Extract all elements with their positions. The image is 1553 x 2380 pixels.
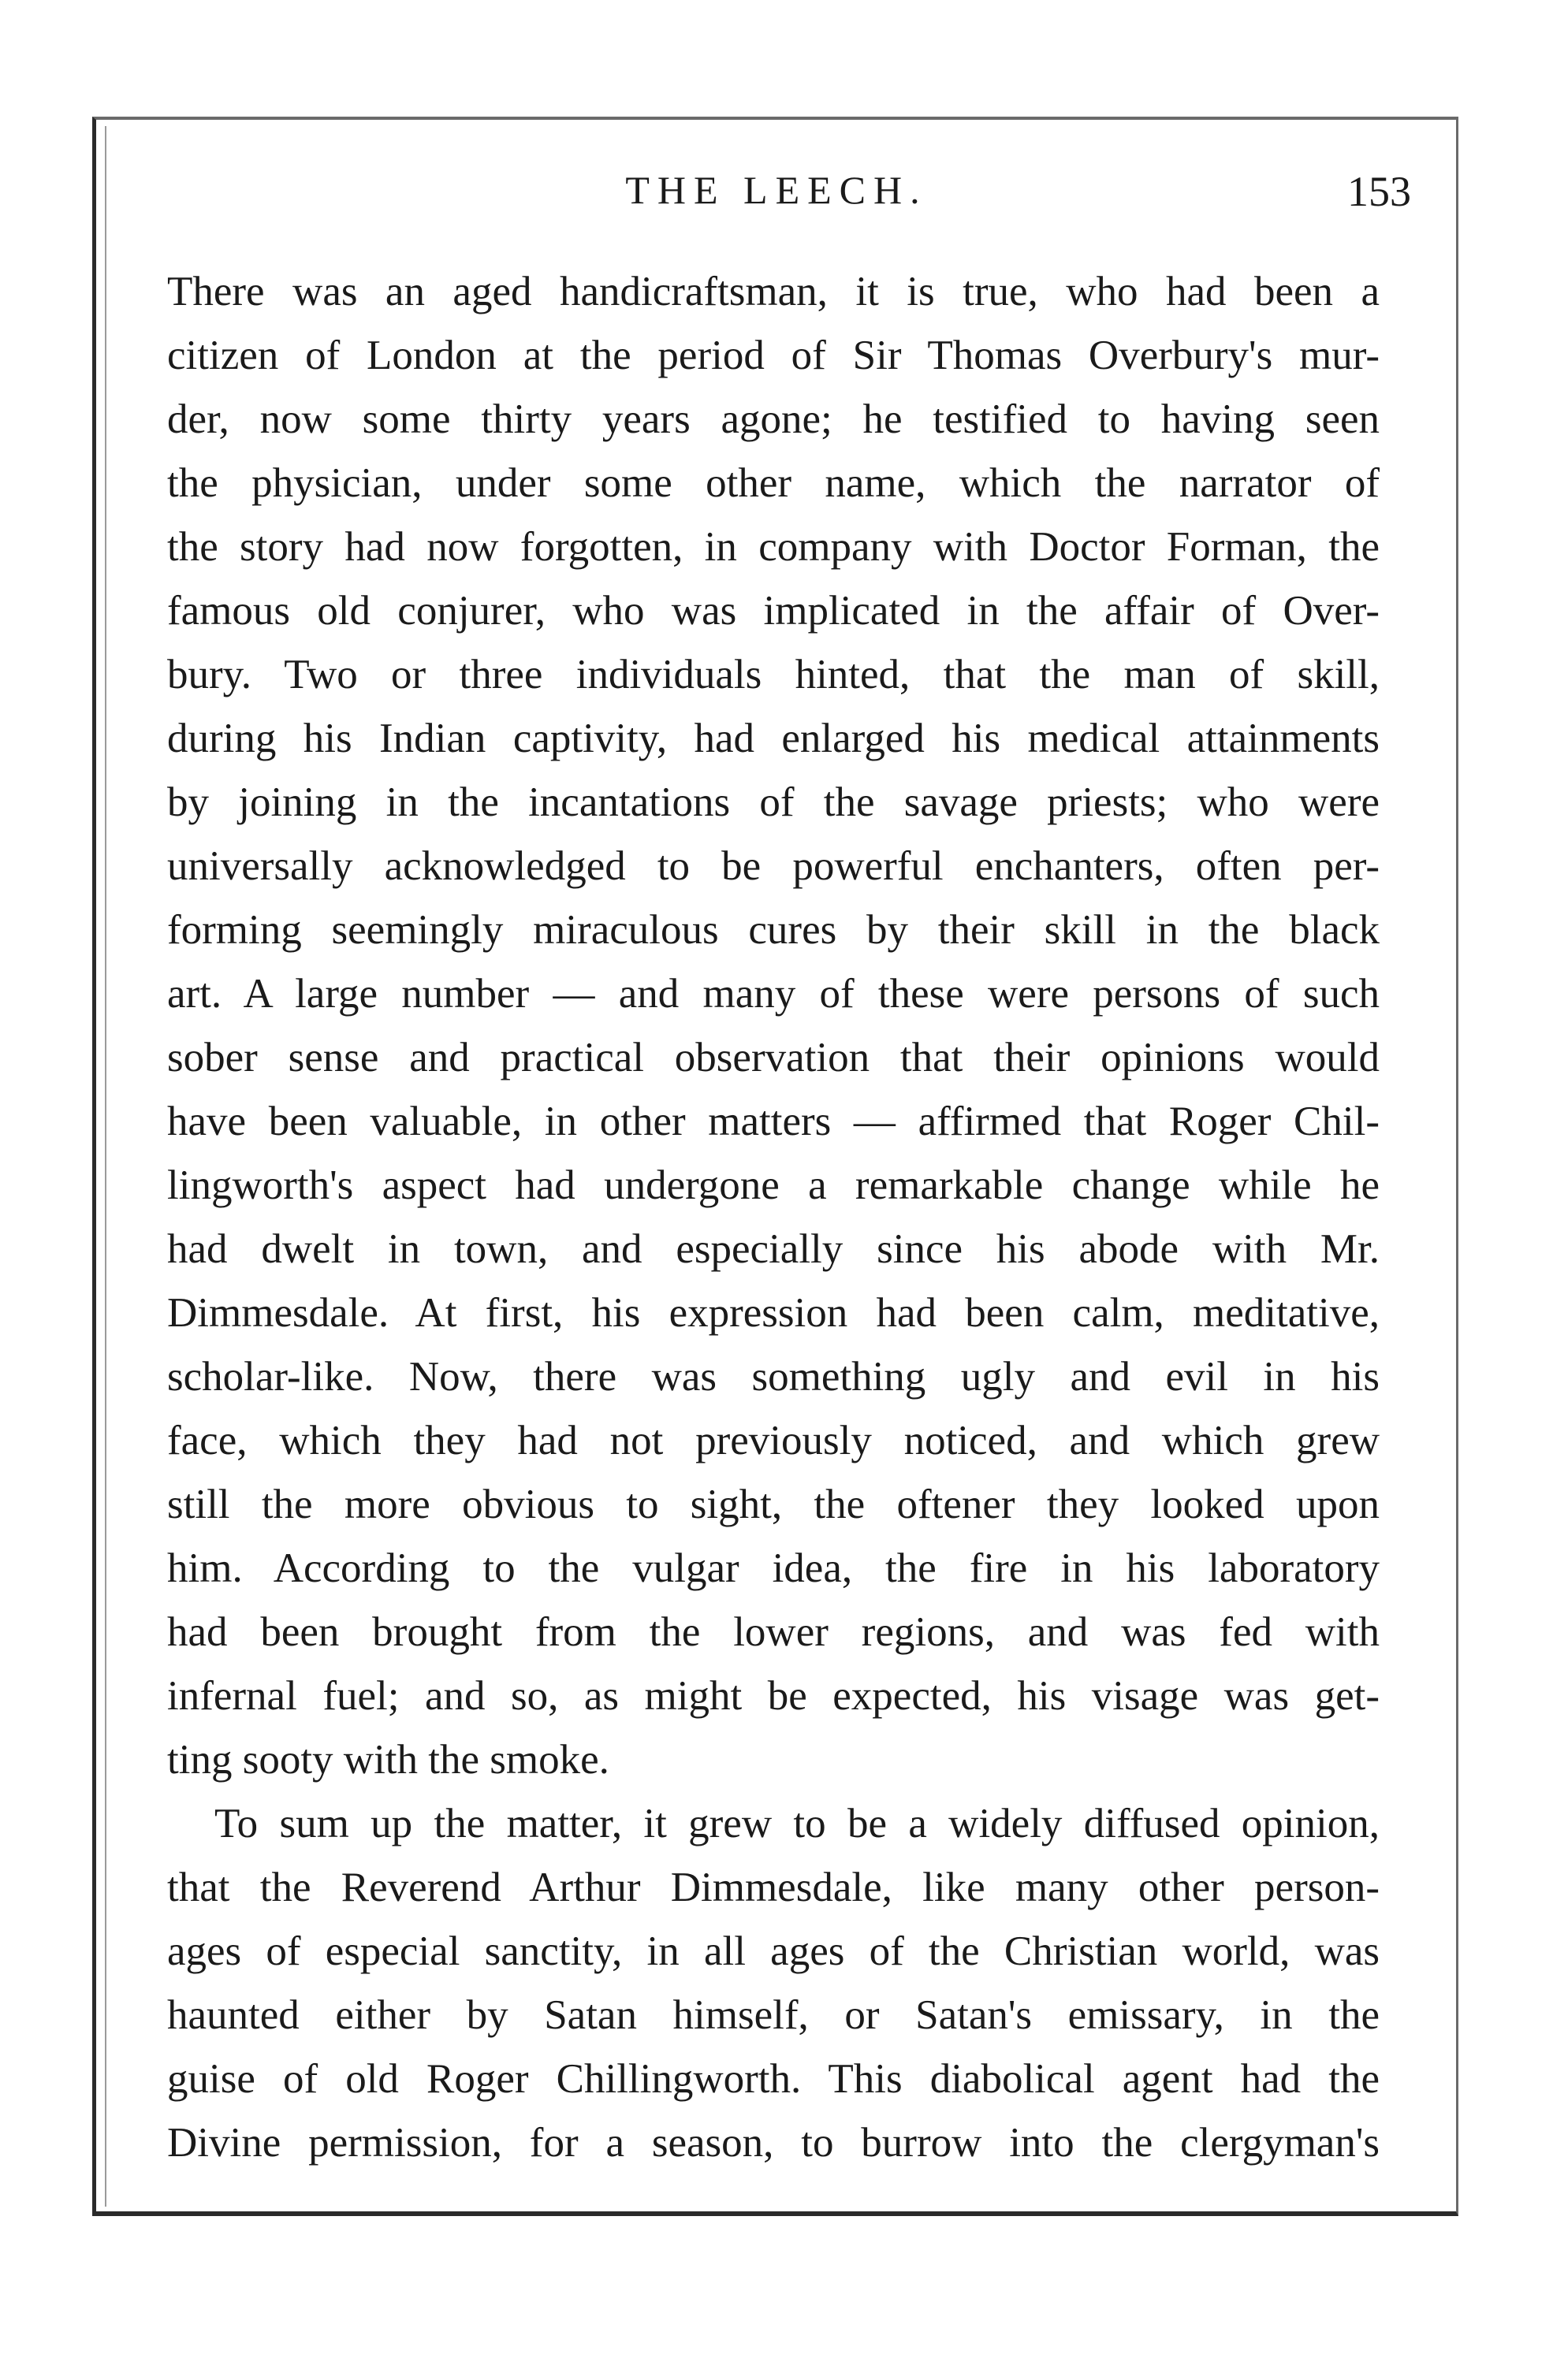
text-line: To sum up the matter, it grew to be a widely diffused opinion, (214, 1801, 1380, 1846)
text-line: There was an aged handicraftsman, it is true, who had been a (167, 269, 1380, 314)
text-line: citizen of London at the period of Sir Thomas Overbury's mur- (167, 333, 1380, 378)
page-border-inner-line (105, 126, 106, 2207)
text-line: scholar-like. Now, there was something ugly and evil in his (167, 1354, 1380, 1400)
text-line: bury. Two or three individuals hinted, that the man of skill, (167, 652, 1380, 697)
body-text (167, 260, 1380, 2175)
text-line: still the more obvious to sight, the oftener they looked upon (167, 1482, 1380, 1527)
text-line: that the Reverend Arthur Dimmesdale, like many other person- (167, 1865, 1380, 1910)
text-line: forming seemingly miraculous cures by their skill in the black (167, 907, 1380, 953)
text-line: infernal fuel; and so, as might be expected, his visage was get- (167, 1673, 1380, 1719)
text-line: during his Indian captivity, had enlarged his medical attainments (167, 716, 1380, 761)
text-line: Dimmesdale. At first, his expression had been calm, meditative, (167, 1290, 1380, 1336)
text-line: the physician, under some other name, which the narrator of (167, 460, 1380, 506)
text-line: haunted either by Satan himself, or Satan's emissary, in the (167, 1992, 1380, 2038)
text-line: him. According to the vulgar idea, the fire in his laboratory (167, 1545, 1380, 1591)
text-line: Divine permission, for a season, to burrow into the clergyman's (167, 2120, 1380, 2166)
text-line: sober sense and practical observation that their opinions would (167, 1035, 1380, 1080)
running-head: THE LEECH. (625, 168, 928, 212)
page-number: 153 (1347, 168, 1411, 215)
text-line: had dwelt in town, and especially since his abode with Mr. (167, 1226, 1380, 1272)
text-line: face, which they had not previously noticed, and which grew (167, 1418, 1380, 1463)
text-line: ting sooty with the smoke. (167, 1737, 609, 1783)
text-line: der, now some thirty years agone; he testified to having seen (167, 396, 1380, 442)
text-line: universally acknowledged to be powerful enchanters, often per- (167, 843, 1380, 889)
text-line: by joining in the incantations of the savage priests; who were (167, 779, 1380, 825)
text-line: had been brought from the lower regions, and was fed with (167, 1609, 1380, 1655)
text-line: art. A large number — and many of these were persons of such (167, 971, 1380, 1017)
text-line: lingworth's aspect had undergone a remarkable change while he (167, 1162, 1380, 1208)
text-line: the story had now forgotten, in company with Doctor Forman, the (167, 524, 1380, 570)
paragraph-2 (167, 1792, 1380, 2175)
page-header (0, 158, 1553, 221)
text-line: ages of especial sanctity, in all ages of the Christian world, was (167, 1928, 1380, 1974)
text-line: famous old conjurer, who was implicated in the affair of Over- (167, 588, 1380, 634)
text-line: guise of old Roger Chillingworth. This diabolical agent had the (167, 2056, 1380, 2102)
paragraph-1 (167, 260, 1380, 1792)
text-line: have been valuable, in other matters — affirmed that Roger Chil- (167, 1099, 1380, 1144)
